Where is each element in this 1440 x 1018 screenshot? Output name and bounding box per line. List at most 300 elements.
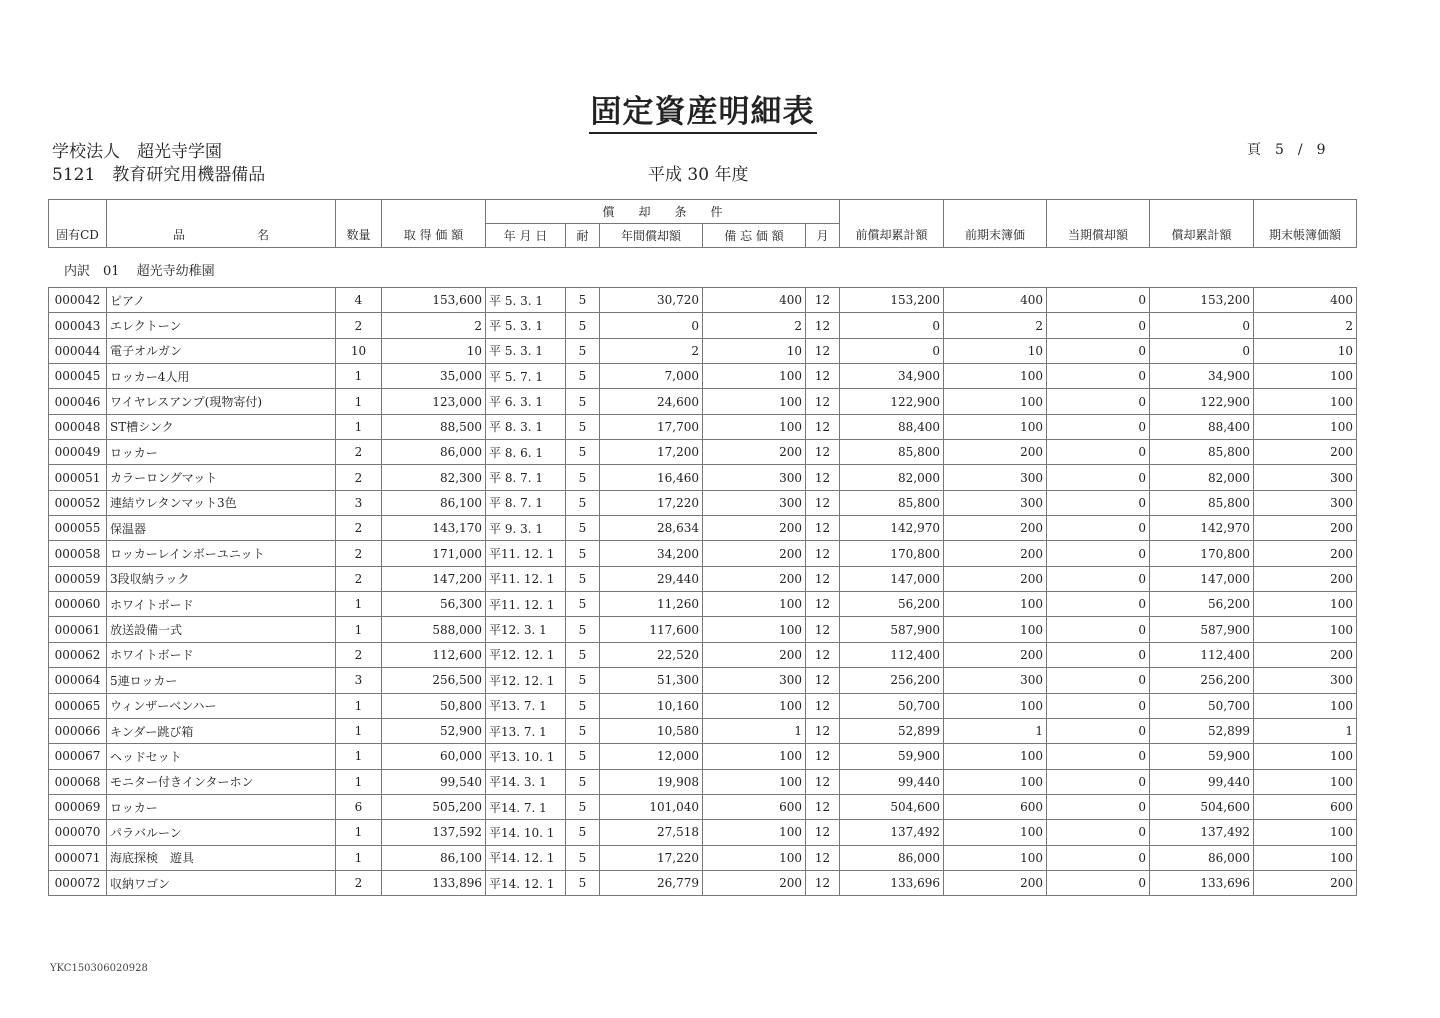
document-title xyxy=(0,86,1405,131)
table-row xyxy=(49,566,1357,591)
table-row xyxy=(49,288,1357,313)
cell-date: 平12. 12. 1 xyxy=(486,668,566,693)
cell-life: 5 xyxy=(566,364,600,389)
cell-code: 000051 xyxy=(49,465,107,490)
cell-month: 12 xyxy=(806,718,840,743)
cell-prev-accum: 0 xyxy=(840,313,944,338)
cell-month: 12 xyxy=(806,592,840,617)
section-label: 内訳 01 超光寺幼稚園 xyxy=(64,264,215,279)
cell-cur-dep: 0 xyxy=(1047,693,1150,718)
cell-end-book: 10 xyxy=(1254,338,1357,363)
cell-life: 5 xyxy=(566,794,600,819)
cell-cur-dep: 0 xyxy=(1047,364,1150,389)
cell-cost: 99,540 xyxy=(382,769,486,794)
cell-accum: 256,200 xyxy=(1150,668,1254,693)
cell-prev-accum: 88,400 xyxy=(840,414,944,439)
cell-date: 平 9. 3. 1 xyxy=(486,516,566,541)
cell-end-book: 100 xyxy=(1254,414,1357,439)
cell-name: モニター付きインターホン xyxy=(107,769,336,794)
cell-code: 000052 xyxy=(49,490,107,515)
fiscal-year: 平成 30 年度 xyxy=(648,165,749,185)
col-annual: 年間償却額 xyxy=(600,224,703,248)
cell-memo: 100 xyxy=(703,820,806,845)
cell-date: 平11. 12. 1 xyxy=(486,541,566,566)
cell-prev-book: 200 xyxy=(944,516,1047,541)
cell-memo: 200 xyxy=(703,642,806,667)
cell-memo: 300 xyxy=(703,465,806,490)
cell-cost: 112,600 xyxy=(382,642,486,667)
cell-date: 平13. 10. 1 xyxy=(486,744,566,769)
cell-code: 000068 xyxy=(49,769,107,794)
cell-prev-accum: 112,400 xyxy=(840,642,944,667)
cell-annual: 11,260 xyxy=(600,592,703,617)
cell-cur-dep: 0 xyxy=(1047,744,1150,769)
cell-qty: 2 xyxy=(336,566,382,591)
cell-prev-book: 2 xyxy=(944,313,1047,338)
cell-qty: 2 xyxy=(336,870,382,895)
cell-cost: 2 xyxy=(382,313,486,338)
cell-prev-book: 100 xyxy=(944,389,1047,414)
cell-accum: 88,400 xyxy=(1150,414,1254,439)
cell-life: 5 xyxy=(566,592,600,617)
cell-annual: 0 xyxy=(600,313,703,338)
cell-name: 海底探検 遊具 xyxy=(107,845,336,870)
cell-life: 5 xyxy=(566,820,600,845)
table-row xyxy=(49,516,1357,541)
cell-cur-dep: 0 xyxy=(1047,490,1150,515)
col-prev-book: 前期末簿価 xyxy=(944,200,1047,248)
cell-end-book: 100 xyxy=(1254,592,1357,617)
cell-life: 5 xyxy=(566,617,600,642)
cell-cost: 60,000 xyxy=(382,744,486,769)
cell-name: 収納ワゴン xyxy=(107,870,336,895)
cell-memo: 400 xyxy=(703,288,806,313)
cell-name: ワイヤレスアンプ(現物寄付) xyxy=(107,389,336,414)
cell-accum: 34,900 xyxy=(1150,364,1254,389)
cell-life: 5 xyxy=(566,338,600,363)
cell-date: 平 5. 7. 1 xyxy=(486,364,566,389)
cell-date: 平 8. 3. 1 xyxy=(486,414,566,439)
cell-annual: 101,040 xyxy=(600,794,703,819)
cell-code: 000062 xyxy=(49,642,107,667)
cell-prev-accum: 256,200 xyxy=(840,668,944,693)
cell-name: ホワイトボード xyxy=(107,642,336,667)
section-spacer-row xyxy=(49,248,1357,288)
cell-end-book: 200 xyxy=(1254,566,1357,591)
cell-annual: 10,580 xyxy=(600,718,703,743)
table-row xyxy=(49,440,1357,465)
table-row xyxy=(49,668,1357,693)
col-date: 年 月 日 xyxy=(486,224,566,248)
cell-month: 12 xyxy=(806,566,840,591)
cell-prev-accum: 99,440 xyxy=(840,769,944,794)
cell-prev-book: 100 xyxy=(944,769,1047,794)
cell-cur-dep: 0 xyxy=(1047,414,1150,439)
cell-code: 000071 xyxy=(49,845,107,870)
cell-prev-book: 200 xyxy=(944,566,1047,591)
cell-cost: 50,800 xyxy=(382,693,486,718)
cell-prev-accum: 86,000 xyxy=(840,845,944,870)
table-row xyxy=(49,313,1357,338)
cell-cur-dep: 0 xyxy=(1047,541,1150,566)
cell-end-book: 100 xyxy=(1254,617,1357,642)
cell-code: 000069 xyxy=(49,794,107,819)
table-body xyxy=(49,248,1357,896)
cell-month: 12 xyxy=(806,820,840,845)
cell-life: 5 xyxy=(566,389,600,414)
cell-name: ホワイトボード xyxy=(107,592,336,617)
cell-annual: 22,520 xyxy=(600,642,703,667)
cell-end-book: 2 xyxy=(1254,313,1357,338)
cell-annual: 17,220 xyxy=(600,845,703,870)
cell-code: 000045 xyxy=(49,364,107,389)
cell-memo: 600 xyxy=(703,794,806,819)
cell-cost: 588,000 xyxy=(382,617,486,642)
cell-accum: 147,000 xyxy=(1150,566,1254,591)
cell-accum: 137,492 xyxy=(1150,820,1254,845)
cell-prev-accum: 82,000 xyxy=(840,465,944,490)
cell-code: 000064 xyxy=(49,668,107,693)
cell-end-book: 100 xyxy=(1254,744,1357,769)
table-row xyxy=(49,465,1357,490)
cell-life: 5 xyxy=(566,490,600,515)
cell-memo: 100 xyxy=(703,389,806,414)
cell-accum: 133,696 xyxy=(1150,870,1254,895)
cell-month: 12 xyxy=(806,693,840,718)
cell-prev-book: 100 xyxy=(944,693,1047,718)
table-header xyxy=(49,200,1357,248)
cell-cur-dep: 0 xyxy=(1047,440,1150,465)
cell-cost: 171,000 xyxy=(382,541,486,566)
cell-cur-dep: 0 xyxy=(1047,845,1150,870)
cell-cur-dep: 0 xyxy=(1047,870,1150,895)
cell-memo: 100 xyxy=(703,592,806,617)
cell-qty: 6 xyxy=(336,794,382,819)
cell-life: 5 xyxy=(566,288,600,313)
cell-cost: 153,600 xyxy=(382,288,486,313)
cell-life: 5 xyxy=(566,465,600,490)
cell-qty: 1 xyxy=(336,769,382,794)
col-accum: 償却累計額 xyxy=(1150,200,1254,248)
table-row xyxy=(49,389,1357,414)
cell-annual: 19,908 xyxy=(600,769,703,794)
cell-date: 平 5. 3. 1 xyxy=(486,338,566,363)
cell-memo: 200 xyxy=(703,566,806,591)
col-month: 月 xyxy=(806,224,840,248)
cell-month: 12 xyxy=(806,313,840,338)
cell-annual: 117,600 xyxy=(600,617,703,642)
cell-code: 000061 xyxy=(49,617,107,642)
cell-qty: 3 xyxy=(336,668,382,693)
cell-prev-accum: 153,200 xyxy=(840,288,944,313)
cell-qty: 2 xyxy=(336,642,382,667)
cell-end-book: 300 xyxy=(1254,465,1357,490)
cell-end-book: 200 xyxy=(1254,870,1357,895)
cell-cur-dep: 0 xyxy=(1047,617,1150,642)
cell-code: 000044 xyxy=(49,338,107,363)
cell-cost: 86,100 xyxy=(382,845,486,870)
cell-memo: 200 xyxy=(703,870,806,895)
cell-life: 5 xyxy=(566,642,600,667)
cell-annual: 7,000 xyxy=(600,364,703,389)
cell-cur-dep: 0 xyxy=(1047,642,1150,667)
cell-cost: 56,300 xyxy=(382,592,486,617)
cell-annual: 34,200 xyxy=(600,541,703,566)
footer-code: YKC150306020928 xyxy=(50,963,148,974)
cell-qty: 2 xyxy=(336,440,382,465)
cell-prev-accum: 587,900 xyxy=(840,617,944,642)
cell-cost: 86,000 xyxy=(382,440,486,465)
cell-month: 12 xyxy=(806,338,840,363)
cell-annual: 2 xyxy=(600,338,703,363)
cell-code: 000046 xyxy=(49,389,107,414)
account-name: 5121 教育研究用機器備品 xyxy=(52,165,266,185)
cell-cur-dep: 0 xyxy=(1047,313,1150,338)
cell-memo: 100 xyxy=(703,769,806,794)
cell-end-book: 600 xyxy=(1254,794,1357,819)
cell-annual: 16,460 xyxy=(600,465,703,490)
cell-name: ピアノ xyxy=(107,288,336,313)
col-prev-accum: 前償却累計額 xyxy=(840,200,944,248)
col-life: 耐 xyxy=(566,224,600,248)
table-row xyxy=(49,490,1357,515)
cell-life: 5 xyxy=(566,668,600,693)
cell-memo: 100 xyxy=(703,617,806,642)
cell-name: 3段収納ラック xyxy=(107,566,336,591)
cell-cur-dep: 0 xyxy=(1047,794,1150,819)
cell-code: 000049 xyxy=(49,440,107,465)
cell-date: 平14. 10. 1 xyxy=(486,820,566,845)
cell-prev-accum: 142,970 xyxy=(840,516,944,541)
cell-end-book: 100 xyxy=(1254,820,1357,845)
cell-accum: 85,800 xyxy=(1150,440,1254,465)
cell-end-book: 200 xyxy=(1254,516,1357,541)
table-row xyxy=(49,642,1357,667)
cell-cost: 143,170 xyxy=(382,516,486,541)
cell-prev-book: 200 xyxy=(944,440,1047,465)
cell-cost: 10 xyxy=(382,338,486,363)
cell-qty: 1 xyxy=(336,693,382,718)
cell-cost: 35,000 xyxy=(382,364,486,389)
cell-date: 平12. 12. 1 xyxy=(486,642,566,667)
cell-prev-book: 200 xyxy=(944,642,1047,667)
page-indicator: 頁 5 / 9 xyxy=(1247,142,1326,158)
cell-cur-dep: 0 xyxy=(1047,592,1150,617)
cell-cur-dep: 0 xyxy=(1047,338,1150,363)
cell-cur-dep: 0 xyxy=(1047,769,1150,794)
cell-month: 12 xyxy=(806,744,840,769)
cell-accum: 0 xyxy=(1150,313,1254,338)
table-row xyxy=(49,541,1357,566)
cell-cost: 256,500 xyxy=(382,668,486,693)
cell-name: ロッカー xyxy=(107,440,336,465)
cell-life: 5 xyxy=(566,516,600,541)
cell-memo: 100 xyxy=(703,364,806,389)
cell-cost: 52,900 xyxy=(382,718,486,743)
table-row xyxy=(49,592,1357,617)
cell-prev-book: 100 xyxy=(944,845,1047,870)
cell-prev-accum: 137,492 xyxy=(840,820,944,845)
table-row xyxy=(49,414,1357,439)
cell-name: 5連ロッカー xyxy=(107,668,336,693)
cell-cost: 147,200 xyxy=(382,566,486,591)
cell-name: 電子オルガン xyxy=(107,338,336,363)
cell-prev-book: 100 xyxy=(944,617,1047,642)
cell-life: 5 xyxy=(566,744,600,769)
cell-cur-dep: 0 xyxy=(1047,465,1150,490)
cell-qty: 2 xyxy=(336,313,382,338)
cell-memo: 1 xyxy=(703,718,806,743)
cell-life: 5 xyxy=(566,693,600,718)
cell-name: エレクトーン xyxy=(107,313,336,338)
cell-date: 平13. 7. 1 xyxy=(486,693,566,718)
cell-life: 5 xyxy=(566,718,600,743)
cell-accum: 587,900 xyxy=(1150,617,1254,642)
asset-table xyxy=(48,199,1357,896)
cell-annual: 26,779 xyxy=(600,870,703,895)
cell-name: ST槽シンク xyxy=(107,414,336,439)
table-row xyxy=(49,718,1357,743)
cell-end-book: 200 xyxy=(1254,642,1357,667)
cell-accum: 85,800 xyxy=(1150,490,1254,515)
cell-qty: 1 xyxy=(336,414,382,439)
cell-date: 平14. 12. 1 xyxy=(486,845,566,870)
cell-month: 12 xyxy=(806,769,840,794)
cell-memo: 200 xyxy=(703,516,806,541)
cell-prev-accum: 85,800 xyxy=(840,440,944,465)
cell-month: 12 xyxy=(806,642,840,667)
cell-month: 12 xyxy=(806,870,840,895)
cell-month: 12 xyxy=(806,668,840,693)
cell-accum: 112,400 xyxy=(1150,642,1254,667)
cell-cur-dep: 0 xyxy=(1047,566,1150,591)
table-row xyxy=(49,744,1357,769)
cell-life: 5 xyxy=(566,440,600,465)
table-row xyxy=(49,338,1357,363)
cell-month: 12 xyxy=(806,364,840,389)
col-memo: 備 忘 価 額 xyxy=(703,224,806,248)
cell-prev-book: 100 xyxy=(944,744,1047,769)
cell-memo: 100 xyxy=(703,693,806,718)
cell-prev-accum: 0 xyxy=(840,338,944,363)
cell-cost: 133,896 xyxy=(382,870,486,895)
section-spacer-cell xyxy=(49,248,1357,288)
cell-prev-accum: 504,600 xyxy=(840,794,944,819)
cell-annual: 27,518 xyxy=(600,820,703,845)
cell-life: 5 xyxy=(566,845,600,870)
corporation-name: 学校法人 超光寺学園 xyxy=(52,142,222,162)
cell-code: 000067 xyxy=(49,744,107,769)
table-row xyxy=(49,769,1357,794)
cell-life: 5 xyxy=(566,870,600,895)
col-depreciation-conditions: 償 却 条 件 xyxy=(486,200,840,224)
table-row xyxy=(49,794,1357,819)
cell-accum: 0 xyxy=(1150,338,1254,363)
cell-date: 平11. 12. 1 xyxy=(486,592,566,617)
cell-annual: 17,220 xyxy=(600,490,703,515)
cell-date: 平 8. 6. 1 xyxy=(486,440,566,465)
cell-qty: 1 xyxy=(336,744,382,769)
cell-name: ロッカーレインボーユニット xyxy=(107,541,336,566)
cell-life: 5 xyxy=(566,566,600,591)
cell-memo: 100 xyxy=(703,744,806,769)
table-row xyxy=(49,870,1357,895)
cell-code: 000065 xyxy=(49,693,107,718)
cell-name: 連結ウレタンマット3色 xyxy=(107,490,336,515)
cell-name: 放送設備一式 xyxy=(107,617,336,642)
cell-cost: 505,200 xyxy=(382,794,486,819)
cell-accum: 99,440 xyxy=(1150,769,1254,794)
cell-qty: 1 xyxy=(336,389,382,414)
cell-prev-accum: 170,800 xyxy=(840,541,944,566)
document-title-text: 固定資産明細表 xyxy=(589,94,817,134)
cell-qty: 1 xyxy=(336,820,382,845)
cell-end-book: 100 xyxy=(1254,845,1357,870)
cell-prev-book: 600 xyxy=(944,794,1047,819)
cell-life: 5 xyxy=(566,541,600,566)
cell-accum: 82,000 xyxy=(1150,465,1254,490)
cell-end-book: 100 xyxy=(1254,769,1357,794)
cell-code: 000055 xyxy=(49,516,107,541)
cell-accum: 52,899 xyxy=(1150,718,1254,743)
cell-annual: 24,600 xyxy=(600,389,703,414)
cell-end-book: 1 xyxy=(1254,718,1357,743)
cell-qty: 4 xyxy=(336,288,382,313)
cell-code: 000048 xyxy=(49,414,107,439)
cell-annual: 51,300 xyxy=(600,668,703,693)
cell-prev-book: 100 xyxy=(944,364,1047,389)
cell-prev-book: 10 xyxy=(944,338,1047,363)
cell-qty: 10 xyxy=(336,338,382,363)
cell-end-book: 400 xyxy=(1254,288,1357,313)
cell-accum: 170,800 xyxy=(1150,541,1254,566)
cell-month: 12 xyxy=(806,794,840,819)
cell-memo: 200 xyxy=(703,541,806,566)
cell-prev-accum: 133,696 xyxy=(840,870,944,895)
cell-prev-accum: 59,900 xyxy=(840,744,944,769)
cell-prev-book: 100 xyxy=(944,414,1047,439)
cell-month: 12 xyxy=(806,288,840,313)
cell-end-book: 300 xyxy=(1254,668,1357,693)
cell-life: 5 xyxy=(566,414,600,439)
cell-annual: 29,440 xyxy=(600,566,703,591)
cell-month: 12 xyxy=(806,490,840,515)
cell-end-book: 100 xyxy=(1254,364,1357,389)
cell-month: 12 xyxy=(806,845,840,870)
cell-life: 5 xyxy=(566,313,600,338)
table-row xyxy=(49,364,1357,389)
cell-accum: 142,970 xyxy=(1150,516,1254,541)
cell-qty: 3 xyxy=(336,490,382,515)
cell-accum: 86,000 xyxy=(1150,845,1254,870)
cell-annual: 10,160 xyxy=(600,693,703,718)
cell-month: 12 xyxy=(806,440,840,465)
cell-code: 000060 xyxy=(49,592,107,617)
cell-qty: 1 xyxy=(336,592,382,617)
cell-memo: 100 xyxy=(703,845,806,870)
cell-life: 5 xyxy=(566,769,600,794)
cell-date: 平 5. 3. 1 xyxy=(486,288,566,313)
cell-date: 平11. 12. 1 xyxy=(486,566,566,591)
cell-date: 平 5. 3. 1 xyxy=(486,313,566,338)
cell-month: 12 xyxy=(806,414,840,439)
cell-end-book: 200 xyxy=(1254,440,1357,465)
cell-prev-book: 400 xyxy=(944,288,1047,313)
cell-cost: 88,500 xyxy=(382,414,486,439)
cell-prev-accum: 147,000 xyxy=(840,566,944,591)
cell-cost: 137,592 xyxy=(382,820,486,845)
cell-month: 12 xyxy=(806,617,840,642)
